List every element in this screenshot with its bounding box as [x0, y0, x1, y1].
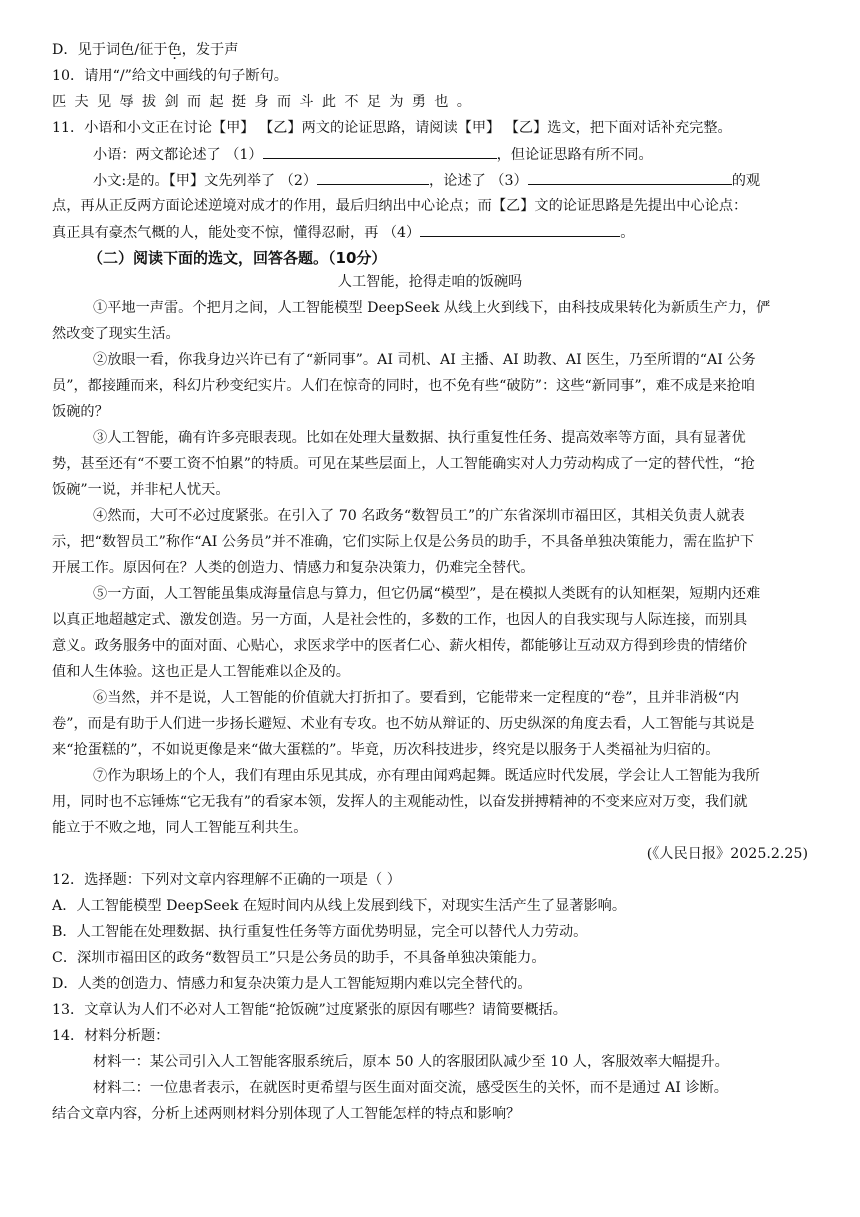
question-11: 11．小语和小文正在讨论【甲】 【乙】两文的论证思路，请阅读【甲】 【乙】选文，把下面对话补充完整。 — [52, 120, 732, 136]
dialogue-end — [52, 222, 808, 243]
paragraph-line: ③人工智能，确有许多亮眼表现。比如在处理大量数据、执行重复性任务、提高效率等方面，具有显著优 — [93, 430, 746, 446]
paragraph-line: 势，甚至还有“不要工资不怕累”的特质。可见在某些层面上，人工智能确实对人力劳动构成了一定的替代性，“抢 — [52, 456, 755, 472]
question-13: 13．文章认为人们不必对人工智能“抢饭碗”过度紧张的原因有哪些？请简要概括。 — [52, 1002, 567, 1018]
paragraph-line: 值和人生体验。这也正是人工智能难以企及的。 — [52, 664, 350, 680]
article-title: 人工智能，抢得走咱的饭碗吗 — [337, 274, 523, 290]
paragraph-line: ④然而，大可不必过度紧张。在引入了 70 名政务“数智员工”的广东省深圳市福田区，其相关负责人就表 — [93, 508, 745, 524]
dialogue-text: 。 — [620, 225, 635, 241]
paragraph-line: 示，把“数智员工”称作“AI 公务员”并不准确，它们实际上仅是公务员的助手，不具备单独决策能力，需在监护下 — [52, 534, 755, 550]
option-d: D．人类的创造力、情感力和复杂决策力是人工智能短期内难以完全替代的。 — [52, 976, 532, 992]
paragraph-line: 饭碗”一说，并非杞人忧天。 — [52, 482, 230, 498]
paragraph-line: ⑦作为职场上的个人，我们有理由乐见其成，亦有理由闻鸡起舞。既适应时代发展，学会让人工智能为我所 — [93, 768, 760, 784]
paragraph-line: 以真正地超越定式、激发创造。另一方面，人是社会性的，多数的工作，也因人的自我实现与人际连接，而别具 — [52, 612, 748, 628]
paragraph-line: 卷”，而是有助于人们进一步扬长避短、术业有专攻。也不妨从辩证的、历史纵深的角度去看，人工智能与其说是 — [52, 716, 755, 732]
answer-blank-1[interactable] — [263, 144, 497, 159]
paragraph-line: 然改变了现实生活。 — [52, 326, 180, 342]
answer-blank-3[interactable] — [528, 170, 732, 185]
dialogue-text: 的观 — [731, 173, 761, 189]
dialogue-text: ，论述了 （3） — [429, 173, 528, 189]
dialogue-text: 真正具有豪杰气概的人，能处变不惊，懂得忍耐，再 （4） — [52, 225, 421, 241]
dotted-character: 色 — [167, 42, 182, 58]
question-14: 14．材料分析题： — [52, 1028, 170, 1044]
paragraph-line: ⑤一方面，人工智能虽集成海量信息与算力，但它仍属“模型”，是在模拟人类既有的认知框架，短期内还难 — [93, 586, 761, 602]
dialogue-text: 小文:是的。【甲】文先列举了 （2） — [93, 173, 318, 189]
option-a: A．人工智能模型 DeepSeek 在短时间内从线上发展到线下，对现实生活产生了显著影响。 — [52, 898, 627, 914]
dialogue-text: 小语：两文都论述了 （1） — [93, 147, 263, 163]
paragraph-line: 开展工作。原因何在？人类的创造力、情感力和复杂决策力，仍难完全替代。 — [52, 560, 535, 576]
material-2: 材料二：一位患者表示，在就医时更希望与医生面对面交流，感受医生的关怀，而不是通过 AI 诊断。 — [93, 1080, 728, 1096]
paragraph-line: 来“抢蛋糕的”，不如说更像是来“做大蛋糕的”。毕竟，历次科技进步，终究是以服务于人类福祉为归宿的。 — [52, 742, 720, 758]
paragraph-line: ⑥当然，并不是说，人工智能的价值就大打折扣了。要看到，它能带来一定程度的“卷”，且并非消极“内 — [93, 690, 740, 706]
paragraph-line: ②放眼一看，你我身边兴许已有了“新同事”。AI 司机、AI 主播、AI 助教、AI 医生，乃至所谓的“AI 公务 — [93, 352, 756, 368]
paragraph-line: 用，同时也不忘锤炼“它无我有”的看家本领，发挥人的主观能动性，以奋发拼搏精神的不变来应对万变，我们就 — [52, 794, 748, 810]
option-b: B．人工智能在处理数据、执行重复性任务等方面优势明显，完全可以替代人力劳动。 — [52, 924, 588, 940]
paragraph-line: 饭碗的？ — [52, 404, 109, 420]
answer-blank-4[interactable] — [420, 222, 620, 237]
sentence-to-segment: 匹夫见辱拔剑而起挺身而斗此不足为勇也。 — [52, 94, 480, 110]
option-text: D．见于词色/征于 — [52, 42, 168, 58]
option-text-end: ，发于声 — [181, 42, 239, 58]
question-12: 12．选择题：下列对文章内容理解不正确的一项是（ ） — [52, 872, 401, 888]
answer-blank-2[interactable] — [317, 170, 429, 185]
dialogue-continued: 点，再从正反两方面论述逆境对成才的作用，最后归纳出中心论点；而【乙】文的论证思路是先提出中心论点： — [52, 198, 748, 214]
paragraph-line: ①平地一声雷。个把月之间，人工智能模型 DeepSeek 从线上火到线下，由科技成果转化为新质生产力，俨 — [93, 300, 771, 316]
option-d-q9 — [52, 40, 808, 60]
article-source: (《人民日报》2025.2.25) — [646, 846, 808, 862]
question-10: 10．请用“/”给文中画线的句子断句。 — [52, 68, 288, 84]
dialogue-text: ，但论证思路有所不同。 — [496, 147, 653, 163]
dialogue-xiaoyu — [93, 144, 808, 165]
section-heading: （二）阅读下面的选文，回答各题。（10分） — [88, 249, 387, 267]
paragraph-line: 员”，都接踵而来，科幻片秒变纪实片。人们在惊奇的同时，也不免有些“破防”：这些“新同事”，难不成是来抢咱 — [52, 378, 756, 394]
paragraph-line: 意义。政务服务中的面对面、心贴心，求医求学中的医者仁心、薪火相传，都能够让互动双方得到珍贵的情绪价 — [52, 638, 748, 654]
paragraph-line: 能立于不败之地，同人工智能互利共生。 — [52, 820, 308, 836]
question-14-prompt: 结合文章内容，分析上述两则材料分别体现了人工智能怎样的特点和影响？ — [52, 1106, 521, 1122]
dialogue-xiaowen — [93, 170, 808, 191]
material-1: 材料一：某公司引入人工智能客服系统后，原本 50 人的客服团队减少至 10 人，客服效率大幅提升。 — [93, 1054, 729, 1070]
option-c: C．深圳市福田区的政务“数智员工”只是公务员的助手，不具备单独决策能力。 — [52, 950, 546, 966]
